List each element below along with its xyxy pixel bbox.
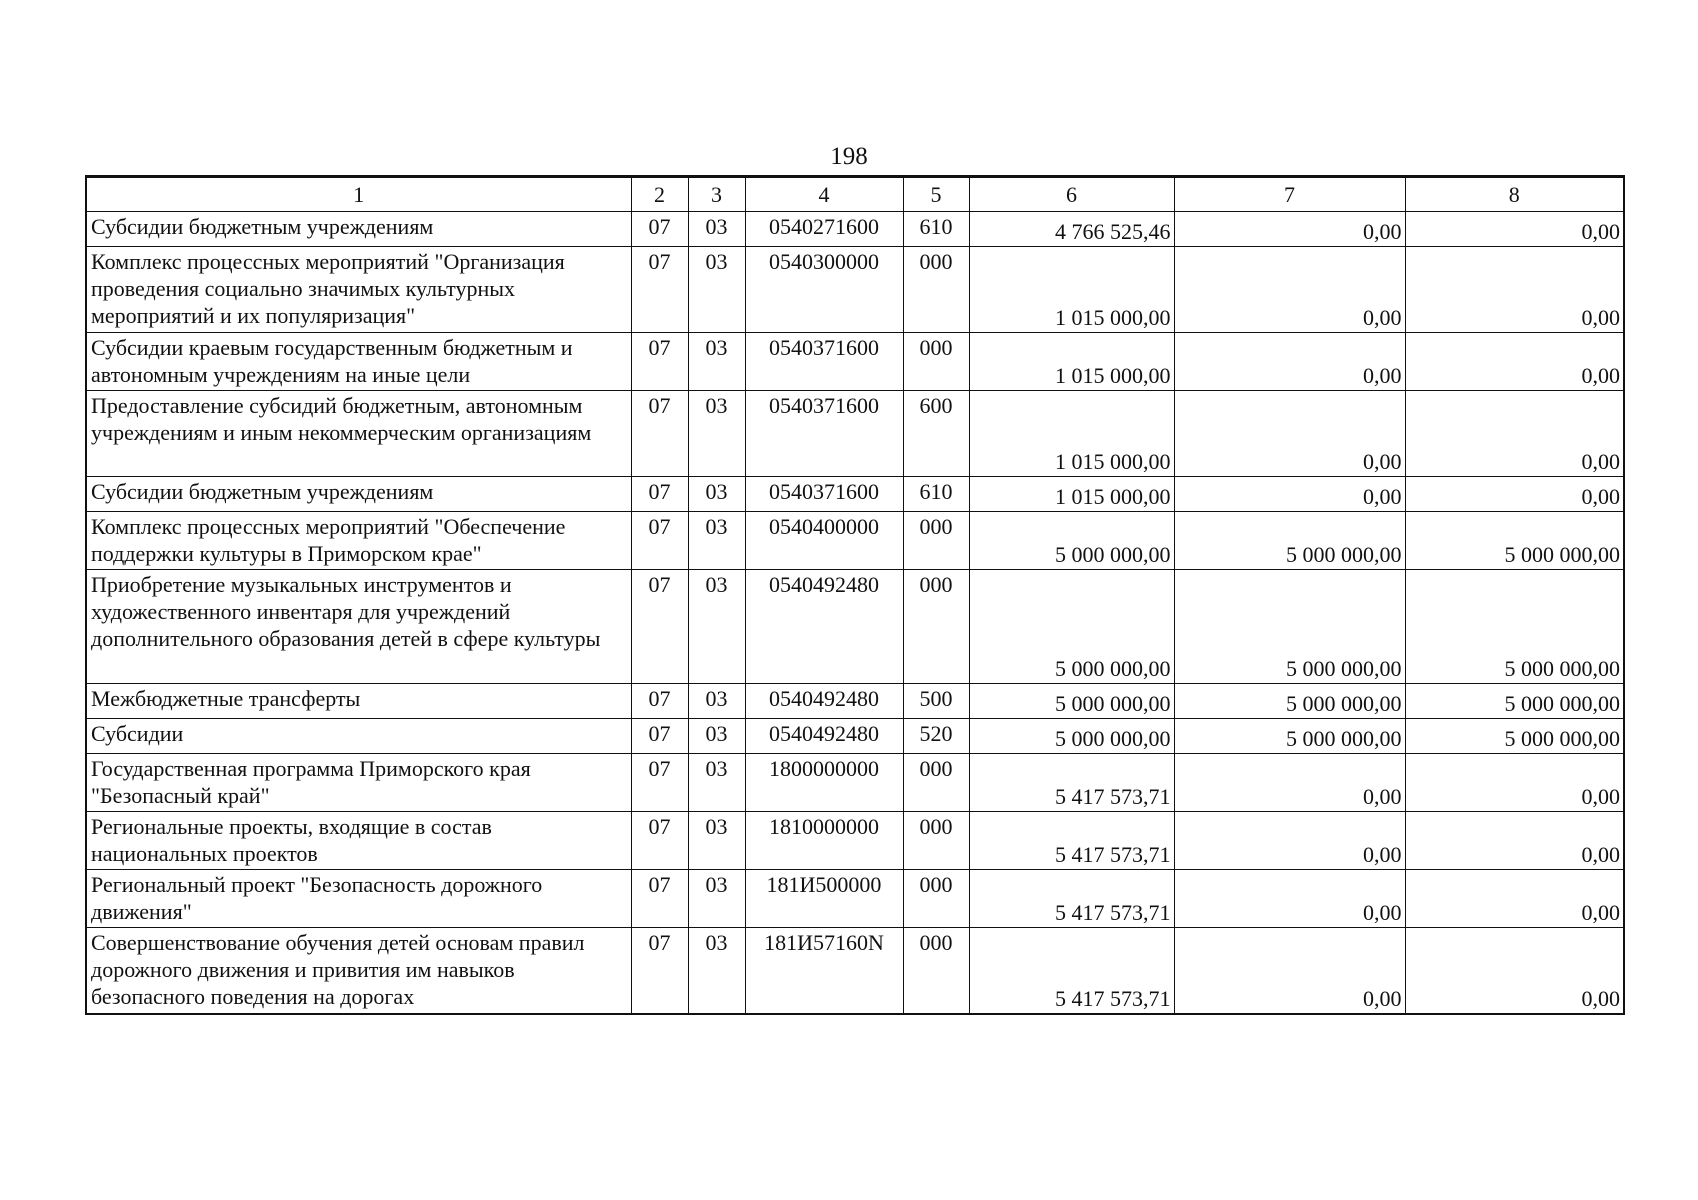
table-row <box>86 247 1624 333</box>
row-subsection: 03 <box>688 928 745 1014</box>
row-expense-type: 000 <box>903 247 969 333</box>
row-expense-type: 500 <box>903 684 969 719</box>
row-name: Субсидии <box>86 719 631 754</box>
row-amount-8: 0,00 <box>1405 333 1624 391</box>
header-col-2: 2 <box>631 177 688 212</box>
row-target-code: 0540400000 <box>745 512 903 570</box>
table-row <box>86 754 1624 812</box>
row-target-code: 0540371600 <box>745 333 903 391</box>
row-subsection: 03 <box>688 870 745 928</box>
budget-table <box>85 175 1625 1015</box>
row-amount-6: 5 417 573,71 <box>969 812 1174 870</box>
row-subsection: 03 <box>688 812 745 870</box>
header-col-5: 5 <box>903 177 969 212</box>
row-target-code: 0540271600 <box>745 212 903 247</box>
row-section: 07 <box>631 928 688 1014</box>
row-name: Субсидии краевым государственным бюджетным и автономным учреждениям на иные цели <box>86 333 631 391</box>
row-subsection: 03 <box>688 684 745 719</box>
row-amount-8: 0,00 <box>1405 212 1624 247</box>
row-amount-7: 0,00 <box>1174 247 1405 333</box>
row-amount-8: 0,00 <box>1405 247 1624 333</box>
row-target-code: 0540492480 <box>745 570 903 684</box>
row-target-code: 0540371600 <box>745 391 903 477</box>
row-amount-8: 0,00 <box>1405 928 1624 1014</box>
header-col-8: 8 <box>1405 177 1624 212</box>
row-name: Предоставление субсидий бюджетным, автономным учреждениям и иным некоммерческим организациям <box>86 391 631 477</box>
row-section: 07 <box>631 247 688 333</box>
row-subsection: 03 <box>688 247 745 333</box>
row-amount-7: 5 000 000,00 <box>1174 570 1405 684</box>
row-target-code: 0540492480 <box>745 719 903 754</box>
row-amount-7: 5 000 000,00 <box>1174 719 1405 754</box>
row-amount-6: 5 417 573,71 <box>969 928 1174 1014</box>
row-section: 07 <box>631 754 688 812</box>
row-section: 07 <box>631 719 688 754</box>
row-amount-6: 1 015 000,00 <box>969 247 1174 333</box>
row-amount-6: 5 000 000,00 <box>969 512 1174 570</box>
table-row <box>86 812 1624 870</box>
row-target-code: 181И57160N <box>745 928 903 1014</box>
row-expense-type: 000 <box>903 870 969 928</box>
row-amount-7: 0,00 <box>1174 812 1405 870</box>
row-amount-6: 1 015 000,00 <box>969 333 1174 391</box>
row-section: 07 <box>631 477 688 512</box>
table-row <box>86 477 1624 512</box>
row-amount-6: 5 417 573,71 <box>969 754 1174 812</box>
row-name: Субсидии бюджетным учреждениям <box>86 212 631 247</box>
row-amount-8: 0,00 <box>1405 870 1624 928</box>
row-subsection: 03 <box>688 570 745 684</box>
row-section: 07 <box>631 812 688 870</box>
row-amount-8: 0,00 <box>1405 812 1624 870</box>
row-amount-7: 0,00 <box>1174 477 1405 512</box>
table-row <box>86 333 1624 391</box>
row-name: Региональный проект "Безопасность дорожного движения" <box>86 870 631 928</box>
row-section: 07 <box>631 684 688 719</box>
table-row <box>86 870 1624 928</box>
row-name: Комплекс процессных мероприятий "Обеспечение поддержки культуры в Приморском крае" <box>86 512 631 570</box>
row-subsection: 03 <box>688 212 745 247</box>
row-target-code: 1800000000 <box>745 754 903 812</box>
row-amount-8: 5 000 000,00 <box>1405 570 1624 684</box>
row-target-code: 0540492480 <box>745 684 903 719</box>
row-name: Региональные проекты, входящие в состав национальных проектов <box>86 812 631 870</box>
row-subsection: 03 <box>688 333 745 391</box>
row-name: Совершенствование обучения детей основам правил дорожного движения и привития им навыков безопасного поведения на дорогах <box>86 928 631 1014</box>
row-amount-7: 5 000 000,00 <box>1174 684 1405 719</box>
row-amount-6: 5 000 000,00 <box>969 684 1174 719</box>
header-col-1: 1 <box>86 177 631 212</box>
header-col-4: 4 <box>745 177 903 212</box>
row-name: Субсидии бюджетным учреждениям <box>86 477 631 512</box>
table-row <box>86 570 1624 684</box>
header-col-7: 7 <box>1174 177 1405 212</box>
row-target-code: 181И500000 <box>745 870 903 928</box>
row-amount-6: 1 015 000,00 <box>969 477 1174 512</box>
row-name: Государственная программа Приморского края "Безопасный край" <box>86 754 631 812</box>
row-amount-7: 0,00 <box>1174 391 1405 477</box>
row-subsection: 03 <box>688 512 745 570</box>
row-expense-type: 600 <box>903 391 969 477</box>
row-expense-type: 000 <box>903 812 969 870</box>
row-amount-8: 5 000 000,00 <box>1405 512 1624 570</box>
row-amount-6: 5 000 000,00 <box>969 719 1174 754</box>
table-row <box>86 512 1624 570</box>
row-section: 07 <box>631 391 688 477</box>
row-subsection: 03 <box>688 719 745 754</box>
row-section: 07 <box>631 570 688 684</box>
row-amount-6: 5 000 000,00 <box>969 570 1174 684</box>
row-amount-7: 0,00 <box>1174 333 1405 391</box>
row-section: 07 <box>631 512 688 570</box>
row-name: Комплекс процессных мероприятий "Организация проведения социально значимых культурных мероприятий и их популяризация" <box>86 247 631 333</box>
row-amount-6: 1 015 000,00 <box>969 391 1174 477</box>
row-expense-type: 000 <box>903 754 969 812</box>
row-amount-7: 5 000 000,00 <box>1174 512 1405 570</box>
row-section: 07 <box>631 212 688 247</box>
row-name: Приобретение музыкальных инструментов и художественного инвентаря для учреждений дополнительного образования детей в сфере культуры <box>86 570 631 684</box>
row-subsection: 03 <box>688 754 745 812</box>
row-expense-type: 000 <box>903 333 969 391</box>
header-col-3: 3 <box>688 177 745 212</box>
table-row <box>86 391 1624 477</box>
row-section: 07 <box>631 870 688 928</box>
row-expense-type: 610 <box>903 212 969 247</box>
row-expense-type: 000 <box>903 512 969 570</box>
table-row <box>86 719 1624 754</box>
row-amount-8: 0,00 <box>1405 391 1624 477</box>
row-expense-type: 520 <box>903 719 969 754</box>
row-section: 07 <box>631 333 688 391</box>
row-amount-6: 5 417 573,71 <box>969 870 1174 928</box>
row-amount-7: 0,00 <box>1174 212 1405 247</box>
table-row <box>86 212 1624 247</box>
row-target-code: 0540371600 <box>745 477 903 512</box>
row-amount-8: 0,00 <box>1405 754 1624 812</box>
row-amount-8: 5 000 000,00 <box>1405 684 1624 719</box>
header-col-6: 6 <box>969 177 1174 212</box>
row-target-code: 1810000000 <box>745 812 903 870</box>
row-expense-type: 000 <box>903 570 969 684</box>
row-amount-8: 0,00 <box>1405 477 1624 512</box>
table-row <box>86 684 1624 719</box>
row-amount-7: 0,00 <box>1174 754 1405 812</box>
row-amount-8: 5 000 000,00 <box>1405 719 1624 754</box>
row-expense-type: 000 <box>903 928 969 1014</box>
row-amount-7: 0,00 <box>1174 870 1405 928</box>
row-subsection: 03 <box>688 391 745 477</box>
table-body <box>86 212 1624 1014</box>
header-row <box>86 177 1624 212</box>
row-amount-7: 0,00 <box>1174 928 1405 1014</box>
table-row <box>86 928 1624 1014</box>
row-subsection: 03 <box>688 477 745 512</box>
row-expense-type: 610 <box>903 477 969 512</box>
row-name: Межбюджетные трансферты <box>86 684 631 719</box>
row-amount-6: 4 766 525,46 <box>969 212 1174 247</box>
row-target-code: 0540300000 <box>745 247 903 333</box>
page-number: 198 <box>830 143 868 170</box>
